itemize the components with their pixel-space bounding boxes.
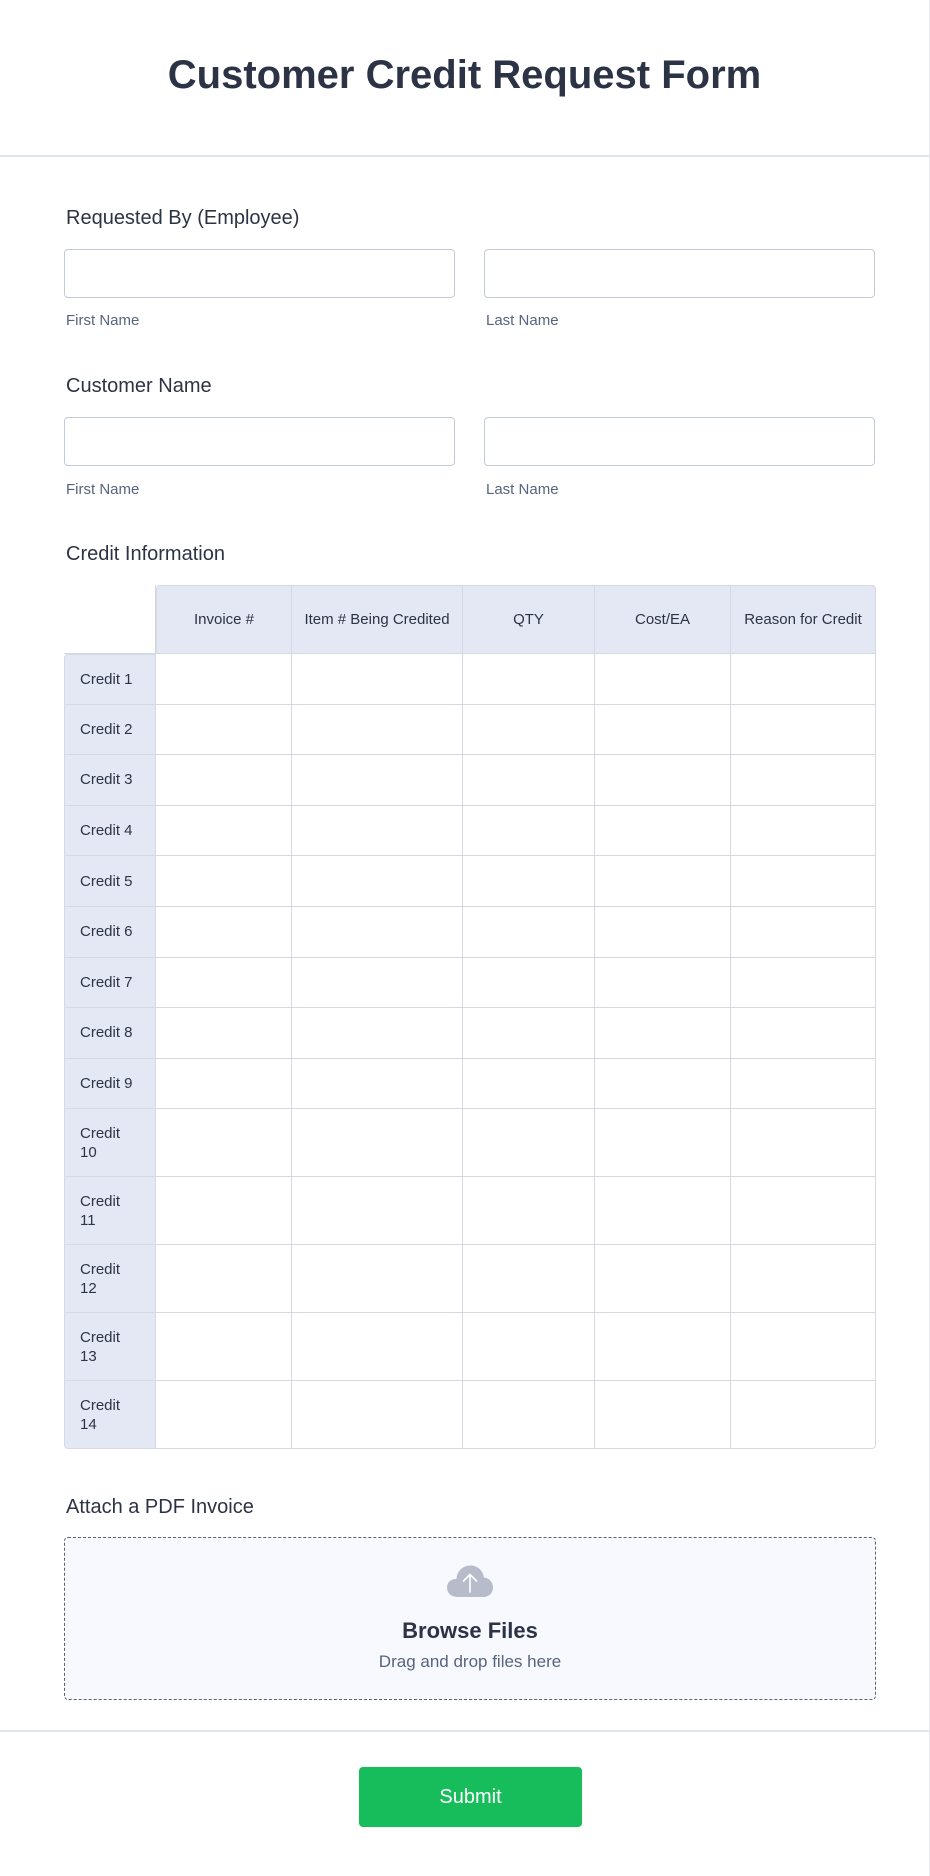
cell-input-item-number[interactable]	[292, 822, 462, 839]
table-cell-reason	[731, 1245, 876, 1313]
table-cell-invoice	[156, 958, 292, 1009]
table-cell-invoice	[156, 856, 292, 907]
table-cell-item-number	[292, 958, 463, 1009]
cell-input-cost-each[interactable]	[595, 822, 730, 839]
table-row	[64, 705, 876, 756]
table-cell-reason	[731, 1177, 876, 1245]
attachment-label: Attach a PDF Invoice	[66, 1496, 254, 1518]
cell-input-qty[interactable]	[463, 720, 594, 737]
cell-input-reason[interactable]	[731, 720, 875, 737]
table-row	[64, 856, 876, 907]
row-header: Credit 7	[64, 958, 156, 1009]
customer-last-name-sublabel: Last Name	[486, 481, 559, 498]
cell-input-reason[interactable]	[731, 1338, 875, 1355]
cell-input-item-number[interactable]	[292, 771, 462, 788]
table-cell-qty	[463, 856, 595, 907]
table-cell-qty	[463, 1381, 595, 1449]
cell-input-reason[interactable]	[731, 973, 875, 990]
table-cell-cost-each	[595, 705, 731, 756]
cell-input-qty[interactable]	[463, 1075, 594, 1092]
cell-input-qty[interactable]	[463, 1338, 594, 1355]
form-title: Customer Credit Request Form	[167, 53, 762, 97]
table-corner	[64, 585, 156, 654]
cell-input-reason[interactable]	[731, 1406, 875, 1423]
table-cell-item-number	[292, 1059, 463, 1110]
table-cell-qty	[463, 958, 595, 1009]
cell-input-cost-each[interactable]	[595, 1134, 730, 1151]
customer-first-name-input[interactable]	[64, 417, 455, 466]
cell-input-item-number[interactable]	[292, 720, 462, 737]
table-cell-invoice	[156, 1177, 292, 1245]
cell-input-qty[interactable]	[463, 1024, 594, 1041]
cell-input-cost-each[interactable]	[595, 973, 730, 990]
table-cell-cost-each	[595, 1245, 731, 1313]
table-cell-qty	[463, 1008, 595, 1059]
drag-drop-hint: Drag and drop files here	[378, 1652, 562, 1671]
cell-input-qty[interactable]	[463, 670, 594, 687]
table-cell-cost-each	[595, 856, 731, 907]
row-header: Credit 4	[64, 806, 156, 857]
cell-input-cost-each[interactable]	[595, 720, 730, 737]
table-cell-cost-each	[595, 806, 731, 857]
table-row	[64, 1381, 876, 1449]
cell-input-cost-each[interactable]	[595, 1075, 730, 1092]
cell-input-reason[interactable]	[731, 1024, 875, 1041]
cell-input-item-number[interactable]	[292, 1024, 462, 1041]
cloud-upload-icon	[446, 1564, 494, 1598]
table-cell-reason	[731, 654, 876, 705]
cell-input-invoice[interactable]	[156, 1024, 291, 1041]
submit-button[interactable]: Submit	[359, 1767, 582, 1827]
cell-input-qty[interactable]	[463, 771, 594, 788]
cell-input-invoice[interactable]	[156, 1270, 291, 1287]
cell-input-reason[interactable]	[731, 1270, 875, 1287]
cell-input-reason[interactable]	[731, 1075, 875, 1092]
cell-input-reason[interactable]	[731, 923, 875, 940]
table-cell-qty	[463, 654, 595, 705]
table-cell-cost-each	[595, 1008, 731, 1059]
cell-input-invoice[interactable]	[156, 923, 291, 940]
cell-input-item-number[interactable]	[292, 1270, 462, 1287]
table-cell-item-number	[292, 1177, 463, 1245]
table-cell-cost-each	[595, 907, 731, 958]
table-cell-invoice	[156, 1109, 292, 1177]
table-cell-invoice	[156, 1059, 292, 1110]
table-cell-reason	[731, 958, 876, 1009]
table-cell-invoice	[156, 1245, 292, 1313]
table-cell-cost-each	[595, 1381, 731, 1449]
row-header: Credit 6	[64, 907, 156, 958]
table-cell-cost-each	[595, 1177, 731, 1245]
table-cell-reason	[731, 856, 876, 907]
cell-input-cost-each[interactable]	[595, 1406, 730, 1423]
row-header: Credit 8	[64, 1008, 156, 1059]
cell-input-invoice[interactable]	[156, 670, 291, 687]
table-cell-cost-each	[595, 1059, 731, 1110]
table-cell-reason	[731, 806, 876, 857]
table-cell-item-number	[292, 1313, 463, 1381]
table-cell-invoice	[156, 1313, 292, 1381]
cell-input-reason[interactable]	[731, 822, 875, 839]
table-cell-item-number	[292, 1109, 463, 1177]
table-cell-item-number	[292, 907, 463, 958]
cell-input-invoice[interactable]	[156, 1075, 291, 1092]
cell-input-cost-each[interactable]	[595, 1202, 730, 1219]
table-cell-qty	[463, 1177, 595, 1245]
cell-input-invoice[interactable]	[156, 822, 291, 839]
table-cell-cost-each	[595, 958, 731, 1009]
table-row	[64, 1059, 876, 1110]
table-cell-reason	[731, 1381, 876, 1449]
table-cell-cost-each	[595, 654, 731, 705]
table-cell-reason	[731, 1008, 876, 1059]
row-header: Credit 12	[64, 1245, 156, 1313]
cell-input-qty[interactable]	[463, 973, 594, 990]
table-cell-qty	[463, 806, 595, 857]
table-cell-item-number	[292, 1008, 463, 1059]
column-header-qty: QTY	[463, 585, 595, 654]
cell-input-item-number[interactable]	[292, 973, 462, 990]
column-header-reason: Reason for Credit	[731, 585, 876, 654]
table-row	[64, 1177, 876, 1245]
table-cell-qty	[463, 1313, 595, 1381]
row-header: Credit 13	[64, 1313, 156, 1381]
cell-input-cost-each[interactable]	[595, 923, 730, 940]
row-header: Credit 2	[64, 705, 156, 756]
table-cell-invoice	[156, 907, 292, 958]
cell-input-invoice[interactable]	[156, 973, 291, 990]
table-header-row	[64, 585, 876, 654]
table-row	[64, 1109, 876, 1177]
table-cell-item-number	[292, 1381, 463, 1449]
cell-input-cost-each[interactable]	[595, 771, 730, 788]
cell-input-reason[interactable]	[731, 1202, 875, 1219]
browse-files-button[interactable]: Browse Files	[402, 1618, 538, 1643]
column-header-cost-each: Cost/EA	[595, 585, 731, 654]
customer-first-name-sublabel: First Name	[66, 481, 140, 498]
table-cell-item-number	[292, 806, 463, 857]
cell-input-qty[interactable]	[463, 822, 594, 839]
cell-input-reason[interactable]	[731, 771, 875, 788]
table-cell-invoice	[156, 806, 292, 857]
requested-by-last-name-sublabel: Last Name	[486, 312, 559, 329]
cell-input-invoice[interactable]	[156, 872, 291, 889]
cell-input-item-number[interactable]	[292, 670, 462, 687]
table-row	[64, 654, 876, 705]
cell-input-cost-each[interactable]	[595, 1024, 730, 1041]
table-cell-cost-each	[595, 755, 731, 806]
table-cell-reason	[731, 1059, 876, 1110]
cell-input-item-number[interactable]	[292, 1406, 462, 1423]
table-row	[64, 755, 876, 806]
table-cell-qty	[463, 1059, 595, 1110]
table-cell-qty	[463, 1109, 595, 1177]
requested-by-first-name-input[interactable]	[64, 249, 455, 298]
customer-last-name-input[interactable]	[484, 417, 875, 466]
cell-input-invoice[interactable]	[156, 1202, 291, 1219]
column-header-item-number: Item # Being Credited	[292, 585, 463, 654]
table-cell-qty	[463, 907, 595, 958]
cell-input-item-number[interactable]	[292, 872, 462, 889]
customer-name-label: Customer Name	[66, 375, 212, 397]
cell-input-qty[interactable]	[463, 1406, 594, 1423]
row-header: Credit 9	[64, 1059, 156, 1110]
table-cell-reason	[731, 755, 876, 806]
table-cell-qty	[463, 755, 595, 806]
cell-input-qty[interactable]	[463, 872, 594, 889]
table-cell-item-number	[292, 1245, 463, 1313]
table-cell-item-number	[292, 755, 463, 806]
cell-input-qty[interactable]	[463, 1270, 594, 1287]
table-cell-reason	[731, 705, 876, 756]
cell-input-reason[interactable]	[731, 872, 875, 889]
requested-by-label: Requested By (Employee)	[66, 207, 300, 229]
row-header: Credit 1	[64, 654, 156, 705]
table-row	[64, 907, 876, 958]
table-cell-invoice	[156, 1008, 292, 1059]
cell-input-cost-each[interactable]	[595, 670, 730, 687]
cell-input-invoice[interactable]	[156, 1134, 291, 1151]
cell-input-invoice[interactable]	[156, 720, 291, 737]
credit-information-label: Credit Information	[66, 543, 225, 565]
row-header: Credit 11	[64, 1177, 156, 1245]
cell-input-cost-each[interactable]	[595, 872, 730, 889]
table-cell-reason	[731, 1109, 876, 1177]
table-row	[64, 1245, 876, 1313]
credit-information-table	[64, 585, 876, 1450]
requested-by-first-name-sublabel: First Name	[66, 312, 140, 329]
cell-input-qty[interactable]	[463, 1134, 594, 1151]
cell-input-item-number[interactable]	[292, 1338, 462, 1355]
row-header: Credit 3	[64, 755, 156, 806]
cell-input-cost-each[interactable]	[595, 1270, 730, 1287]
cell-input-item-number[interactable]	[292, 1202, 462, 1219]
table-cell-cost-each	[595, 1109, 731, 1177]
row-header: Credit 14	[64, 1381, 156, 1449]
form-header	[0, 0, 929, 157]
row-header: Credit 5	[64, 856, 156, 907]
table-cell-invoice	[156, 654, 292, 705]
cell-input-invoice[interactable]	[156, 771, 291, 788]
requested-by-last-name-input[interactable]	[484, 249, 875, 298]
table-row	[64, 1008, 876, 1059]
cell-input-item-number[interactable]	[292, 1134, 462, 1151]
cell-input-reason[interactable]	[731, 670, 875, 687]
cell-input-invoice[interactable]	[156, 1406, 291, 1423]
cell-input-qty[interactable]	[463, 1202, 594, 1219]
table-cell-invoice	[156, 1381, 292, 1449]
cell-input-item-number[interactable]	[292, 1075, 462, 1092]
cell-input-item-number[interactable]	[292, 923, 462, 940]
footer-divider	[0, 1730, 929, 1732]
cell-input-cost-each[interactable]	[595, 1338, 730, 1355]
table-row	[64, 958, 876, 1009]
table-cell-qty	[463, 1245, 595, 1313]
table-cell-item-number	[292, 705, 463, 756]
file-upload-dropzone[interactable]	[64, 1537, 876, 1700]
row-header: Credit 10	[64, 1109, 156, 1177]
cell-input-reason[interactable]	[731, 1134, 875, 1151]
table-cell-invoice	[156, 705, 292, 756]
table-cell-invoice	[156, 755, 292, 806]
table-cell-qty	[463, 705, 595, 756]
table-cell-item-number	[292, 654, 463, 705]
cell-input-invoice[interactable]	[156, 1338, 291, 1355]
table-cell-reason	[731, 907, 876, 958]
table-row	[64, 806, 876, 857]
table-cell-item-number	[292, 856, 463, 907]
cell-input-qty[interactable]	[463, 923, 594, 940]
table-cell-reason	[731, 1313, 876, 1381]
table-cell-cost-each	[595, 1313, 731, 1381]
column-header-invoice: Invoice #	[156, 585, 292, 654]
table-row	[64, 1313, 876, 1381]
